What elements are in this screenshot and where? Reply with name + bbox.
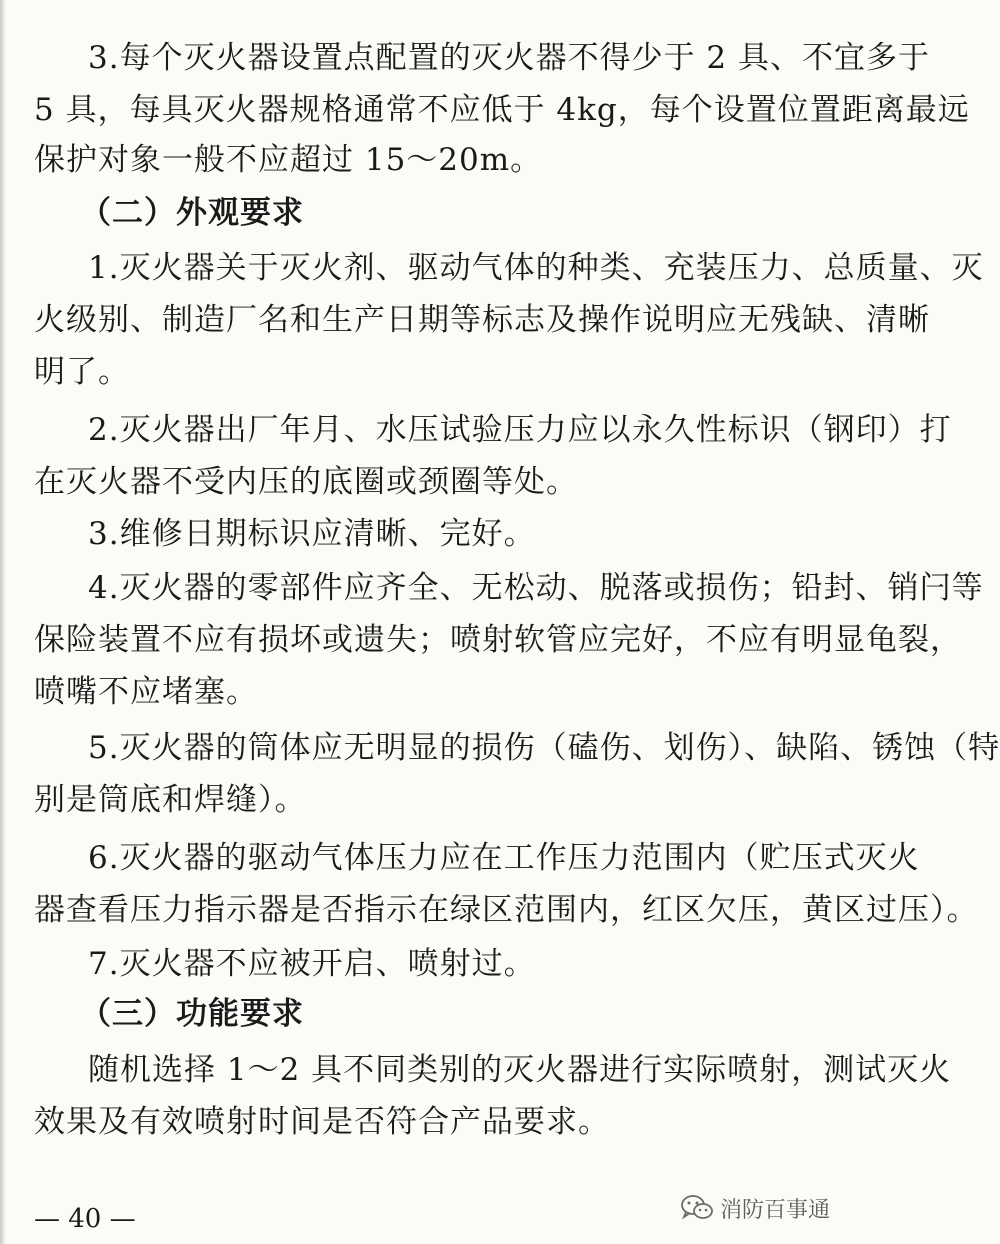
text-line: 3.维修日期标识应清晰、完好。: [88, 516, 536, 552]
page-edge-shadow: [0, 0, 6, 1244]
text-line: 火级别、制造厂名和生产日期等标志及操作说明应无残缺、清晰: [34, 302, 930, 338]
text-line: 5 具，每具灭火器规格通常不应低于 4kg，每个设置位置距离最远: [34, 92, 970, 128]
text-line: 喷嘴不应堵塞。: [34, 674, 258, 710]
watermark-text: 消防百事通: [720, 1197, 831, 1223]
text-line: 器查看压力指示器是否指示在绿区范围内，红区欠压，黄区过压）。: [34, 892, 979, 928]
text-line: 保护对象一般不应超过 15～20m。: [34, 142, 543, 178]
section-heading: （三）功能要求: [80, 996, 304, 1032]
text-line: 6.灭火器的驱动气体压力应在工作压力范围内（贮压式灭火: [88, 840, 920, 876]
text-line: 随机选择 1～2 具不同类别的灭火器进行实际喷射，测试灭火: [88, 1052, 952, 1088]
page-number: — 40 —: [34, 1204, 136, 1234]
text-line: 7.灭火器不应被开启、喷射过。: [88, 946, 536, 982]
text-line: 明了。: [34, 354, 130, 390]
text-line: 别是筒底和焊缝）。: [34, 782, 307, 818]
text-line: 5.灭火器的筒体应无明显的损伤（磕伤、划伤）、缺陷、锈蚀（特: [88, 730, 1000, 766]
text-line: 保险装置不应有损坏或遗失；喷射软管应完好，不应有明显龟裂，: [34, 622, 962, 658]
watermark: [680, 1190, 830, 1226]
text-line: 3.每个灭火器设置点配置的灭火器不得少于 2 具、不宜多于: [88, 40, 931, 76]
text-line: 1.灭火器关于灭火剂、驱动气体的种类、充装压力、总质量、灭: [88, 250, 984, 286]
text-line: 效果及有效喷射时间是否符合产品要求。: [34, 1104, 610, 1140]
wechat-icon: [680, 1194, 714, 1222]
text-line: 在灭火器不受内压的底圈或颈圈等处。: [34, 464, 578, 500]
text-line: 4.灭火器的零部件应齐全、无松动、脱落或损伤；铅封、销闩等: [88, 570, 984, 606]
section-heading: （二）外观要求: [80, 195, 304, 231]
text-line: 2.灭火器出厂年月、水压试验压力应以永久性标识（钢印）打: [88, 412, 952, 448]
